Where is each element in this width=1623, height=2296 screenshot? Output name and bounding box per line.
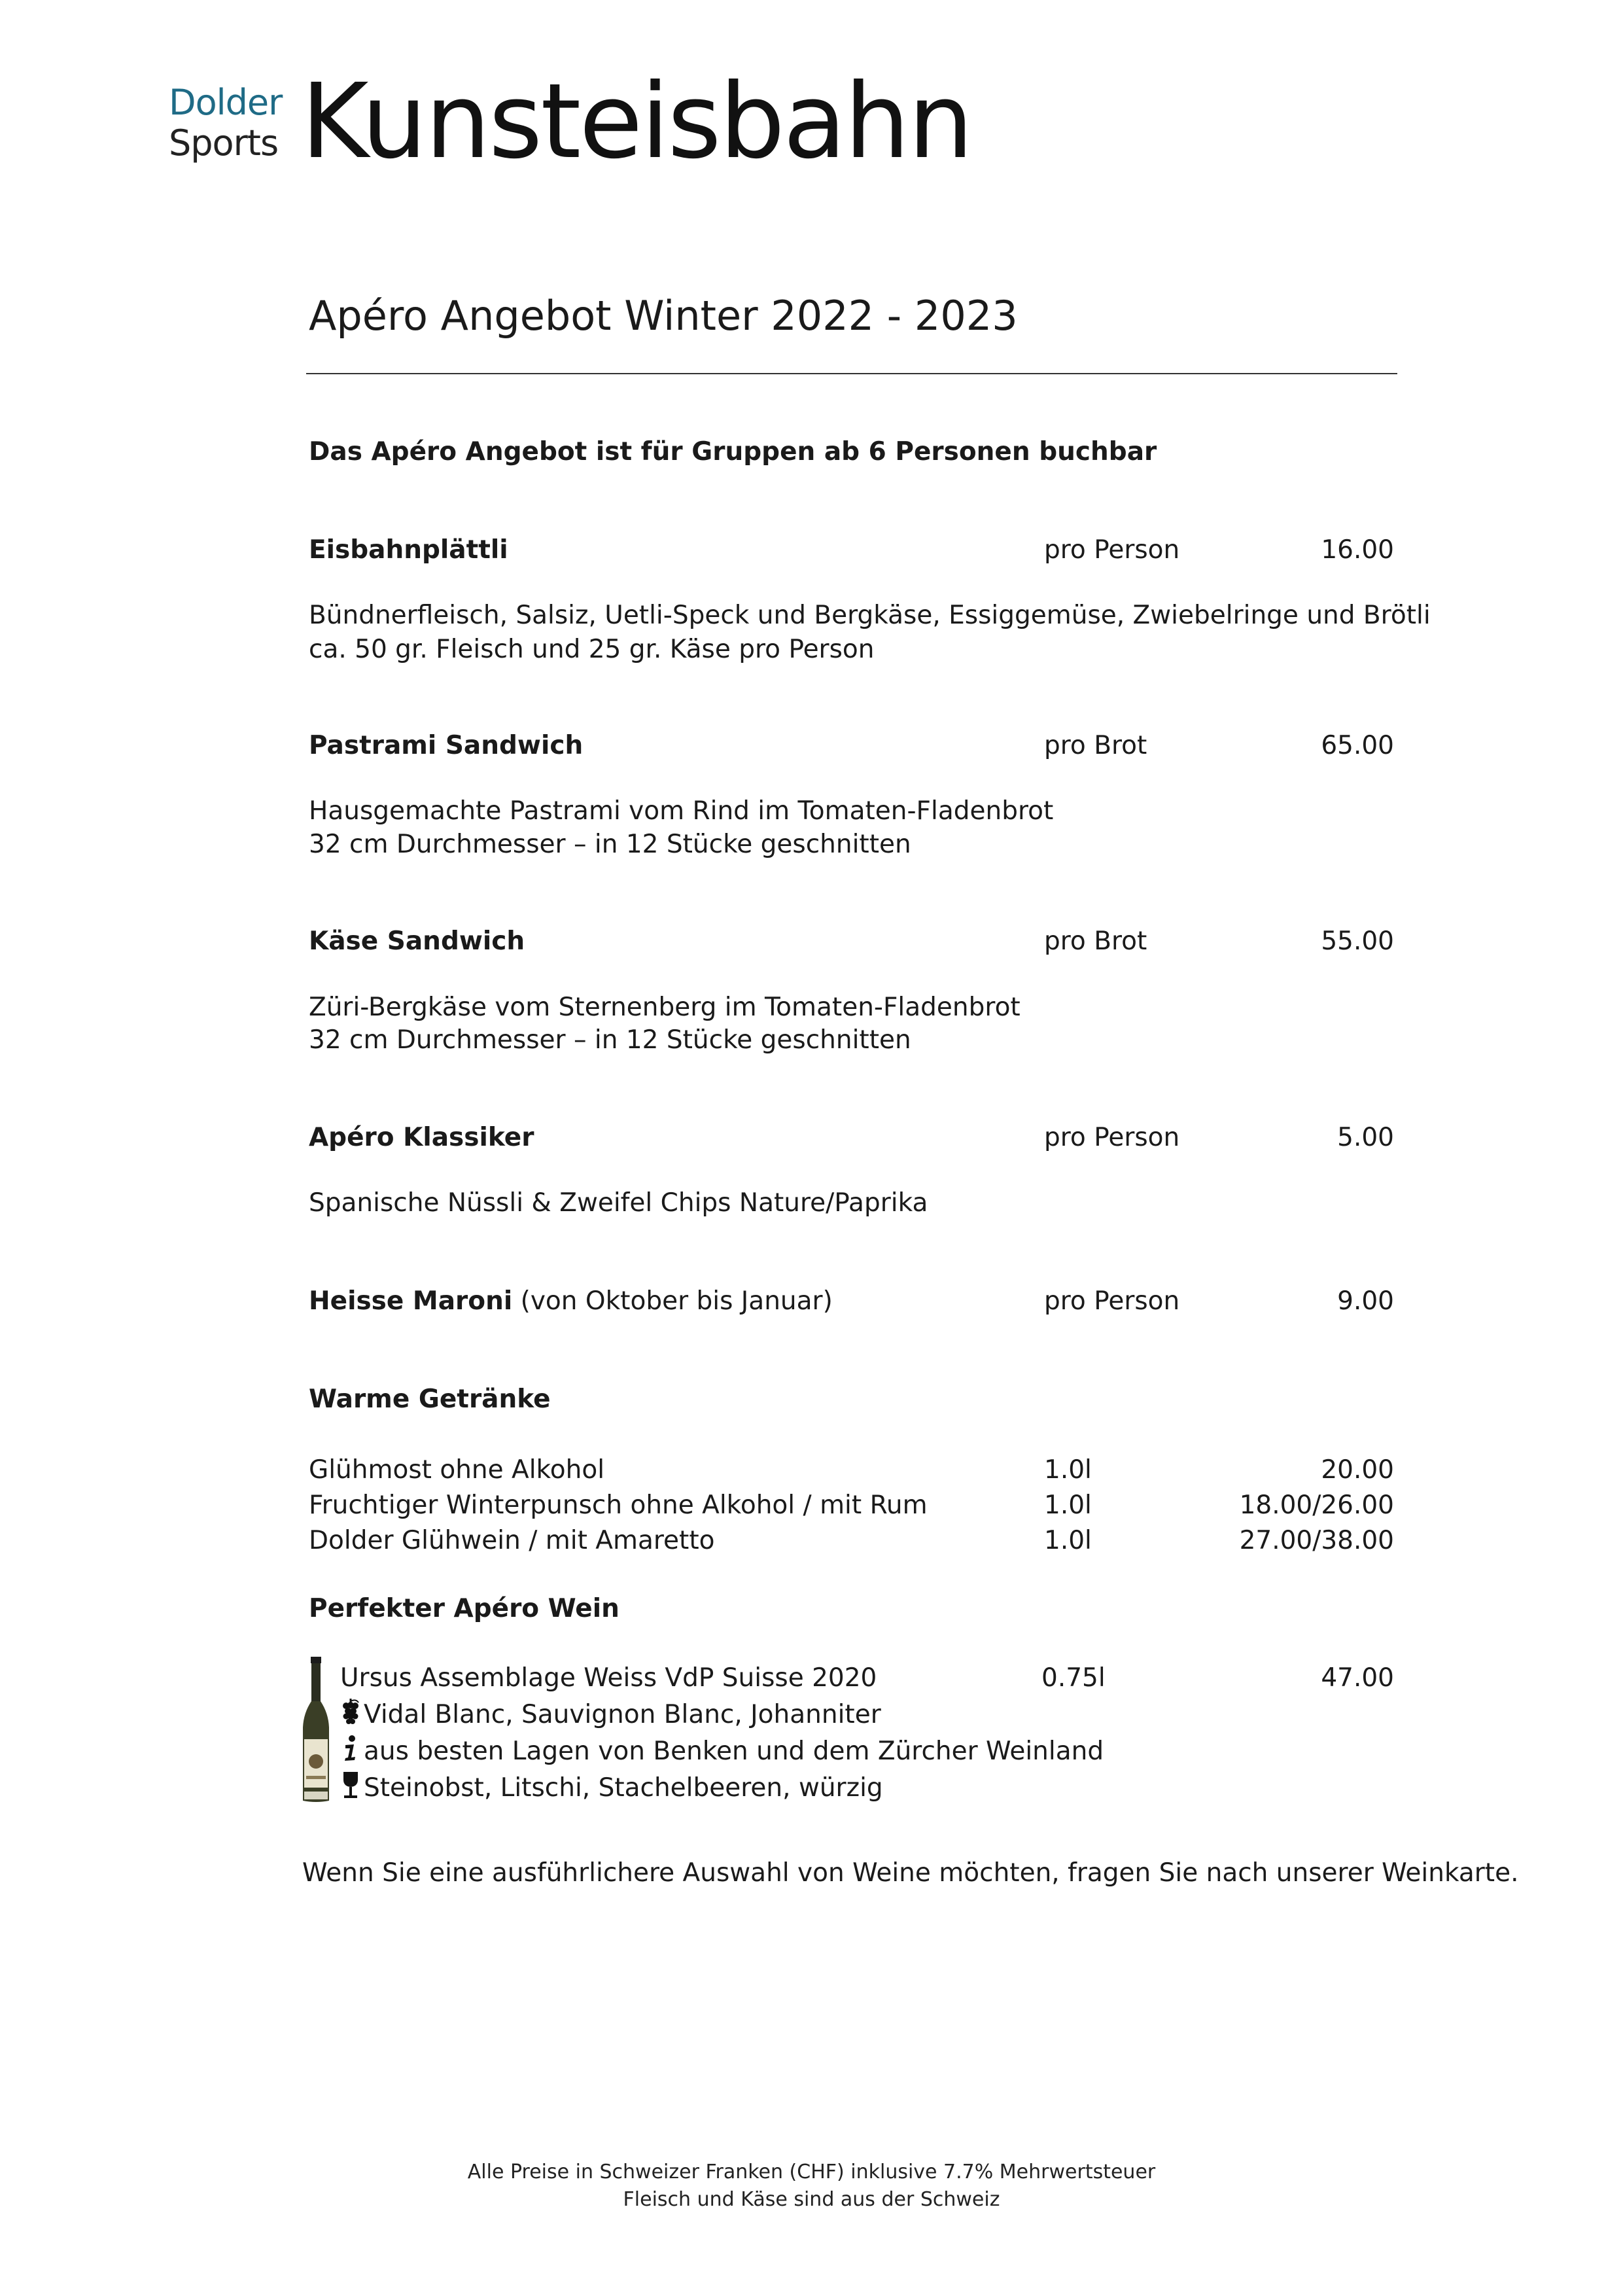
item-description: Bündnerfleisch, Salsiz, Uetli-Speck und Bergkäse, Essiggemüse, Zwiebelringe und Brötli bbox=[309, 601, 1431, 630]
wine-price: 47.00 bbox=[1321, 1663, 1394, 1693]
item-description: 32 cm Durchmesser – in 12 Stücke geschnitten bbox=[309, 1025, 911, 1055]
grape-icon bbox=[339, 1697, 362, 1726]
item-row-maroni bbox=[309, 1285, 833, 1318]
drink-price: 20.00 bbox=[1321, 1455, 1394, 1485]
item-name: Käse Sandwich bbox=[309, 927, 525, 956]
drink-volume: 1.0l bbox=[1044, 1491, 1092, 1520]
item-price: 55.00 bbox=[1321, 927, 1394, 956]
item-description: 32 cm Durchmesser – in 12 Stücke geschnitten bbox=[309, 830, 911, 859]
item-price: 65.00 bbox=[1321, 731, 1394, 760]
wine-list-note: Wenn Sie eine ausführlichere Auswahl von Weine möchten, fragen Sie nach unserer Weinkarte. bbox=[302, 1858, 1519, 1888]
item-description: ca. 50 gr. Fleisch und 25 gr. Käse pro Person bbox=[309, 635, 875, 664]
item-unit: pro Person bbox=[1044, 1123, 1180, 1152]
item-name: Eisbahnplättli bbox=[309, 535, 508, 565]
drink-volume: 1.0l bbox=[1044, 1455, 1092, 1485]
brand-sports: Sports bbox=[169, 122, 279, 164]
item-unit: pro Person bbox=[1044, 535, 1180, 565]
item-unit: pro Brot bbox=[1044, 731, 1147, 760]
item-price: 5.00 bbox=[1337, 1123, 1394, 1152]
drink-price: 18.00/26.00 bbox=[1239, 1491, 1394, 1520]
item-price: 16.00 bbox=[1321, 535, 1394, 565]
intro-text: Das Apéro Angebot ist für Gruppen ab 6 Personen buchbar bbox=[309, 437, 1157, 467]
drink-name: Fruchtiger Winterpunsch ohne Alkohol / mit Rum bbox=[309, 1491, 928, 1520]
item-note: (von Oktober bis Januar) bbox=[520, 1286, 833, 1316]
wine-volume: 0.75l bbox=[1041, 1663, 1106, 1693]
section-heading-warm-drinks: Warme Getränke bbox=[309, 1385, 551, 1414]
item-description: Hausgemachte Pastrami vom Rind im Tomaten-Fladenbrot bbox=[309, 796, 1054, 826]
item-description: Züri-Bergkäse vom Sternenberg im Tomaten-Fladenbrot bbox=[309, 993, 1021, 1022]
drink-volume: 1.0l bbox=[1044, 1526, 1092, 1555]
footer-origin-note: Fleisch und Käse sind aus der Schweiz bbox=[623, 2188, 1000, 2211]
item-name: Pastrami Sandwich bbox=[309, 731, 584, 760]
info-icon bbox=[339, 1734, 362, 1763]
item-unit: pro Person bbox=[1044, 1286, 1180, 1316]
brand-title: Kunsteisbahn bbox=[301, 62, 972, 182]
item-name: Heisse Maroni bbox=[309, 1286, 513, 1316]
drink-price: 27.00/38.00 bbox=[1239, 1526, 1394, 1555]
wine-name: Ursus Assemblage Weiss VdP Suisse 2020 bbox=[340, 1663, 877, 1693]
item-description: Spanische Nüssli & Zweifel Chips Nature/Paprika bbox=[309, 1188, 928, 1218]
footer-prices-note: Alle Preise in Schweizer Franken (CHF) inklusive 7.7% Mehrwertsteuer bbox=[467, 2161, 1156, 2183]
title-divider bbox=[306, 373, 1397, 374]
wine-bottle-icon bbox=[300, 1657, 332, 1803]
item-price: 9.00 bbox=[1337, 1286, 1394, 1316]
wine-grapes: Vidal Blanc, Sauvignon Blanc, Johanniter bbox=[364, 1700, 881, 1729]
item-unit: pro Brot bbox=[1044, 927, 1147, 956]
section-heading-wine: Perfekter Apéro Wein bbox=[309, 1594, 620, 1623]
wine-glass-icon bbox=[339, 1771, 362, 1799]
wine-taste: Steinobst, Litschi, Stachelbeeren, würzig bbox=[364, 1773, 883, 1803]
wine-origin: aus besten Lagen von Benken und dem Zürcher Weinland bbox=[364, 1737, 1104, 1766]
item-name: Apéro Klassiker bbox=[309, 1123, 534, 1152]
brand-dolder: Dolder bbox=[169, 82, 283, 123]
page-title: Apéro Angebot Winter 2022 - 2023 bbox=[309, 292, 1018, 340]
drink-name: Dolder Glühwein / mit Amaretto bbox=[309, 1526, 715, 1555]
drink-name: Glühmost ohne Alkohol bbox=[309, 1455, 605, 1485]
